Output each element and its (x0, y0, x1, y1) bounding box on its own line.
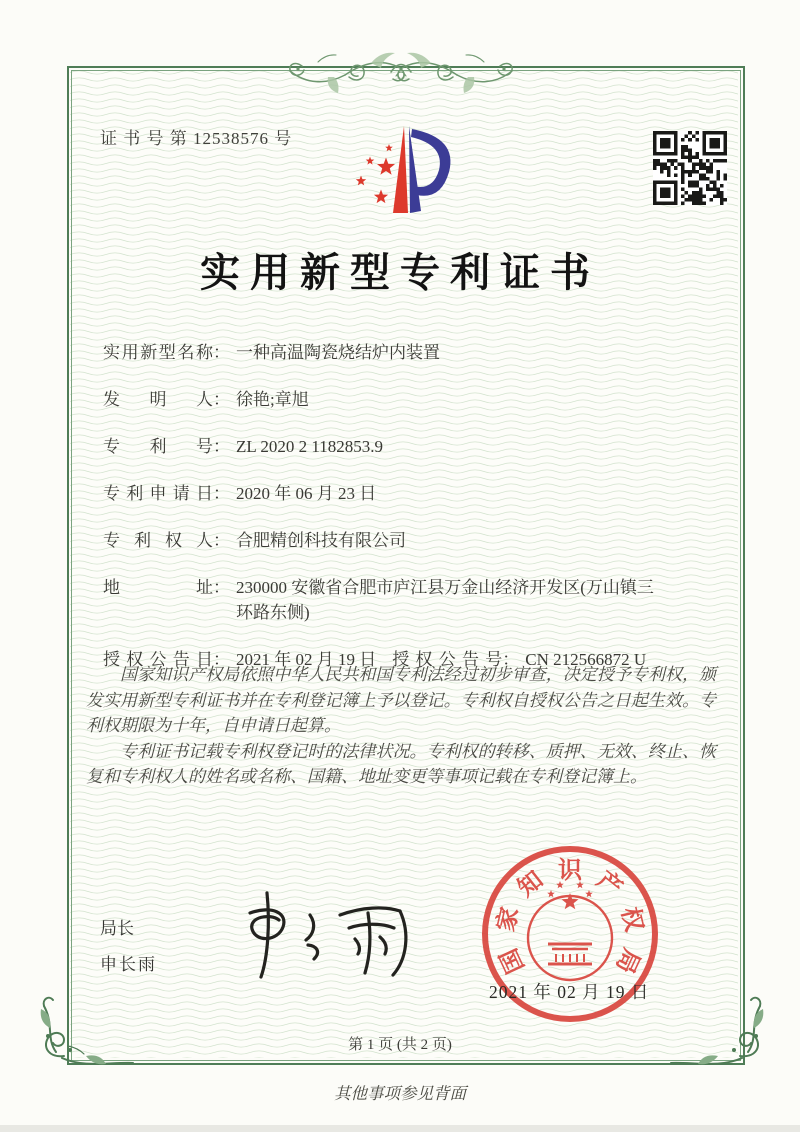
field-value: 合肥精创科技有限公司 (236, 531, 406, 550)
back-side-note: 其他事项参见背面 (334, 1084, 466, 1103)
svg-text:局: 局 (610, 944, 644, 977)
field-value: ZL 2020 2 1182853.9 (236, 437, 384, 456)
field-label: 地址 (103, 578, 213, 597)
commissioner-title: 局长 (100, 919, 134, 938)
field-value: 2020 年 06 月 23 日 (236, 484, 377, 503)
field-value: 230000 安徽省合肥市庐江县万金山经济开发区(万山镇三环路东侧) (236, 578, 654, 622)
qr-code (653, 131, 727, 205)
svg-text:识: 识 (558, 858, 582, 884)
bottom-left-flourish (34, 994, 134, 1070)
field-label: 发明人 (103, 390, 213, 409)
photo-bottom-edge (0, 1125, 800, 1132)
field-label: 授权公告日 (103, 650, 213, 669)
field-row-inventor: 发明人 ： 徐艳;章旭 (103, 387, 655, 412)
field-row-patent-number: 专利号 ： ZL 2020 2 1182853.9 (103, 434, 655, 459)
field-value: CN 212566872 U (525, 650, 647, 669)
legal-paragraph-2: 专利证书记载专利权登记时的法律状况。专利权的转移、质押、无效、终止、恢复和专利权人的姓名或名称、国籍、地址变更等事项记载在专利登记簿上。 (86, 741, 716, 786)
field-value: 2021 年 02 月 19 日 (236, 650, 377, 669)
field-row-filing-date: 专利申请日 ： 2020 年 06 月 23 日 (103, 481, 655, 506)
top-scrollwork-ornament (288, 42, 514, 96)
bottom-right-flourish (670, 994, 770, 1070)
field-row-address: 地址 ： 230000 安徽省合肥市庐江县万金山经济开发区(万山镇三环路东侧) (103, 575, 655, 625)
seal-national-emblem (528, 881, 612, 980)
field-row-patentee: 专利权人 ： 合肥精创科技有限公司 (103, 528, 655, 553)
logo-stars (356, 144, 395, 203)
field-label: 实用新型名称 (103, 343, 213, 362)
field-value: 一种高温陶瓷烧结炉内装置 (236, 343, 440, 362)
field-list (103, 340, 655, 694)
svg-text:国: 国 (496, 944, 530, 977)
svg-text:权: 权 (615, 904, 647, 935)
svg-text:家: 家 (493, 904, 525, 935)
field-row-name: 实用新型名称 ： 一种高温陶瓷烧结炉内装置 (103, 340, 655, 365)
seal-date: 2021 年 02 月 19 日 (489, 982, 650, 1002)
commissioner-name: 申长雨 (100, 955, 157, 974)
field-label: 授权公告号 (392, 650, 503, 669)
certificate-number: 证 书 号 第 12538576 号 (100, 129, 293, 148)
certificate-title: 实用新型专利证书 (200, 250, 600, 295)
page-number: 第 1 页 (共 2 页) (348, 1037, 452, 1053)
field-label: 专利申请日 (103, 484, 213, 503)
legal-paragraph-1: 国家知识产权局依照中华人民共和国专利法经过初步审查，决定授予专利权，颁发实用新型专利证书并在专利登记簿上予以登记。专利权自授权公告之日起生效。专利权期限为十年，自申请日起算。 (86, 665, 716, 735)
cnipa-logo (332, 110, 468, 228)
legal-text-block (86, 662, 716, 790)
field-value: 徐艳;章旭 (236, 390, 309, 409)
field-label: 专利权人 (103, 531, 213, 550)
handwritten-signature (212, 883, 422, 983)
svg-text:知: 知 (513, 866, 549, 903)
svg-text:产: 产 (591, 866, 627, 903)
grant-date-pair: 授权公告日 ： 2021 年 02 月 19 日 (103, 647, 376, 672)
grant-number-pair: 授权公告号 ： CN 212566872 U (392, 647, 646, 672)
field-label: 专利号 (103, 437, 213, 456)
